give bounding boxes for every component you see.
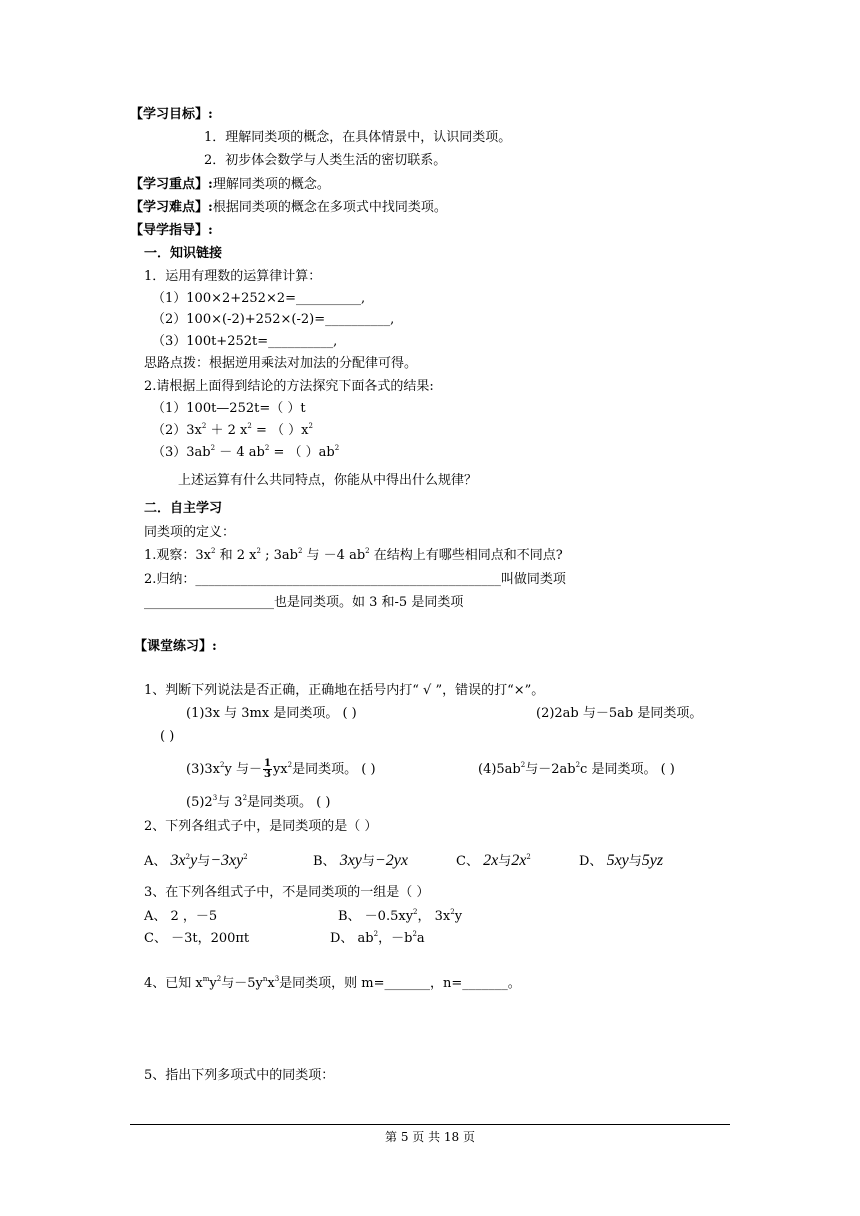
section1-q1: 1．运用有理数的运算律计算：: [144, 269, 322, 284]
practice-q3-option-d: D、 $ab^2$，$-b^2a$: [330, 930, 425, 946]
focus-heading: 【学习重点】:: [130, 177, 213, 192]
section1-title: 一．知识链接: [144, 246, 223, 261]
practice-q5: 5、指出下列多项式中的同类项：: [144, 1068, 335, 1083]
practice-q1-3: $(3)3x^2y$ 与－ $\frac{1}{3}$ $yx^2$是同类项。 ( ): [186, 758, 376, 780]
practice-q1: 1、判断下列说法是否正确，正确地在括号内打“ √ ”，错误的打“×”。: [144, 683, 545, 698]
section2-def: 同类项的定义：: [144, 525, 236, 540]
practice-q1-2-paren: ( ): [160, 729, 175, 744]
practice-q3-option-b: B、 $-0.5xy^2$， $3x^2y$: [338, 908, 463, 924]
guide-heading: 【导学指导】:: [130, 223, 213, 238]
section1-q2: 2.请根据上面得到结论的方法探究下面各式的结果:: [144, 379, 434, 394]
practice-q1-1: (1)3x 与 3mx 是同类项。 ( ): [186, 706, 357, 721]
practice-q2: 2、下列各组式子中，是同类项的是（ ）: [144, 819, 378, 834]
goal-item-2: 2．初步体会数学与人类生活的密切联系。: [204, 153, 447, 168]
section2-also: ____________________也是同类项。如 3 和-5 是同类项: [144, 595, 464, 610]
practice-q3: 3、在下列各组式子中，不是同类项的一组是（ ）: [144, 885, 430, 900]
footer-divider: [130, 1124, 730, 1125]
section1-hint: 思路点拨：根据逆用乘法对加法的分配律可得。: [144, 356, 418, 371]
practice-heading: 【课堂练习】:: [134, 639, 217, 654]
difficulty-heading: 【学习难点】:: [130, 200, 213, 215]
focus-line: [130, 176, 330, 194]
practice-q1-5: $(5)2^3$与 $3^2$是同类项。 ( ): [186, 794, 331, 810]
practice-q3-option-c: C、 －3t，200πt: [144, 931, 250, 946]
section1-q1a: （1）100×2+252×2=__________,: [152, 291, 366, 306]
difficulty-line: [130, 199, 447, 217]
practice-q1-4: $(4)5ab^2$与$-2ab^2c$ 是同类项。 ( ): [478, 761, 675, 777]
difficulty-text: 根据同类项的概念在多项式中找同类项。: [212, 200, 447, 215]
practice-q4: 4、已知 $x^my^2$与$-5y^nx^3$是同类项，则 m=_______，n=_______。: [144, 975, 521, 991]
section1-q2c: $(3)3ab^2 - 4$ $ab^2$ = （ ）$ab^2$: [152, 444, 340, 460]
section2-induce: 2.归纳：_______________________________________________叫做同类项: [144, 572, 566, 587]
practice-q2-option-d: D、 5xy与5yz: [579, 852, 664, 869]
section2-title: 二．自主学习: [144, 501, 223, 516]
section2-observe: 1.观察：$3x^2$ 和 2 $x^2$ ; $3ab^2$ 与 －4 $ab^2$ 在结构上有哪些相同点和不同点?: [144, 547, 563, 563]
section1-q2a: （1）100t—252t=（ ）t: [152, 401, 306, 416]
goals-heading: 【学习目标】:: [130, 107, 213, 122]
practice-q2-option-a: A、 $3x^2y$与$-3xy^2$: [144, 852, 248, 869]
practice-q3-option-a: A、 2 ，－5: [144, 909, 218, 924]
practice-q1-2: (2)2ab 与－5ab 是同类项。: [536, 706, 703, 721]
goal-item-1: 1．理解同类项的概念，在具体情景中，认识同类项。: [204, 130, 512, 145]
section1-q1c: （3）100t+252t=__________,: [152, 334, 338, 349]
practice-q2-option-b: B、 3xy与−2yx: [313, 852, 408, 869]
fraction-one-third: $\frac{1}{3}$: [263, 758, 271, 780]
section1-q1b: （2）100×(-2)+252×(-2)=__________,: [152, 312, 395, 327]
page-footer: 第 5 页 共 18 页: [385, 1130, 475, 1144]
practice-q2-option-c: C、 2x与$2x^2$: [456, 852, 531, 869]
focus-text: 理解同类项的概念。: [212, 177, 330, 192]
section1-q2b: $(2)3x^2 + 2$ $x^2$ = （ ）$x^2$: [152, 422, 313, 438]
section1-question: 上述运算有什么共同特点，你能从中得出什么规律？: [178, 473, 478, 488]
